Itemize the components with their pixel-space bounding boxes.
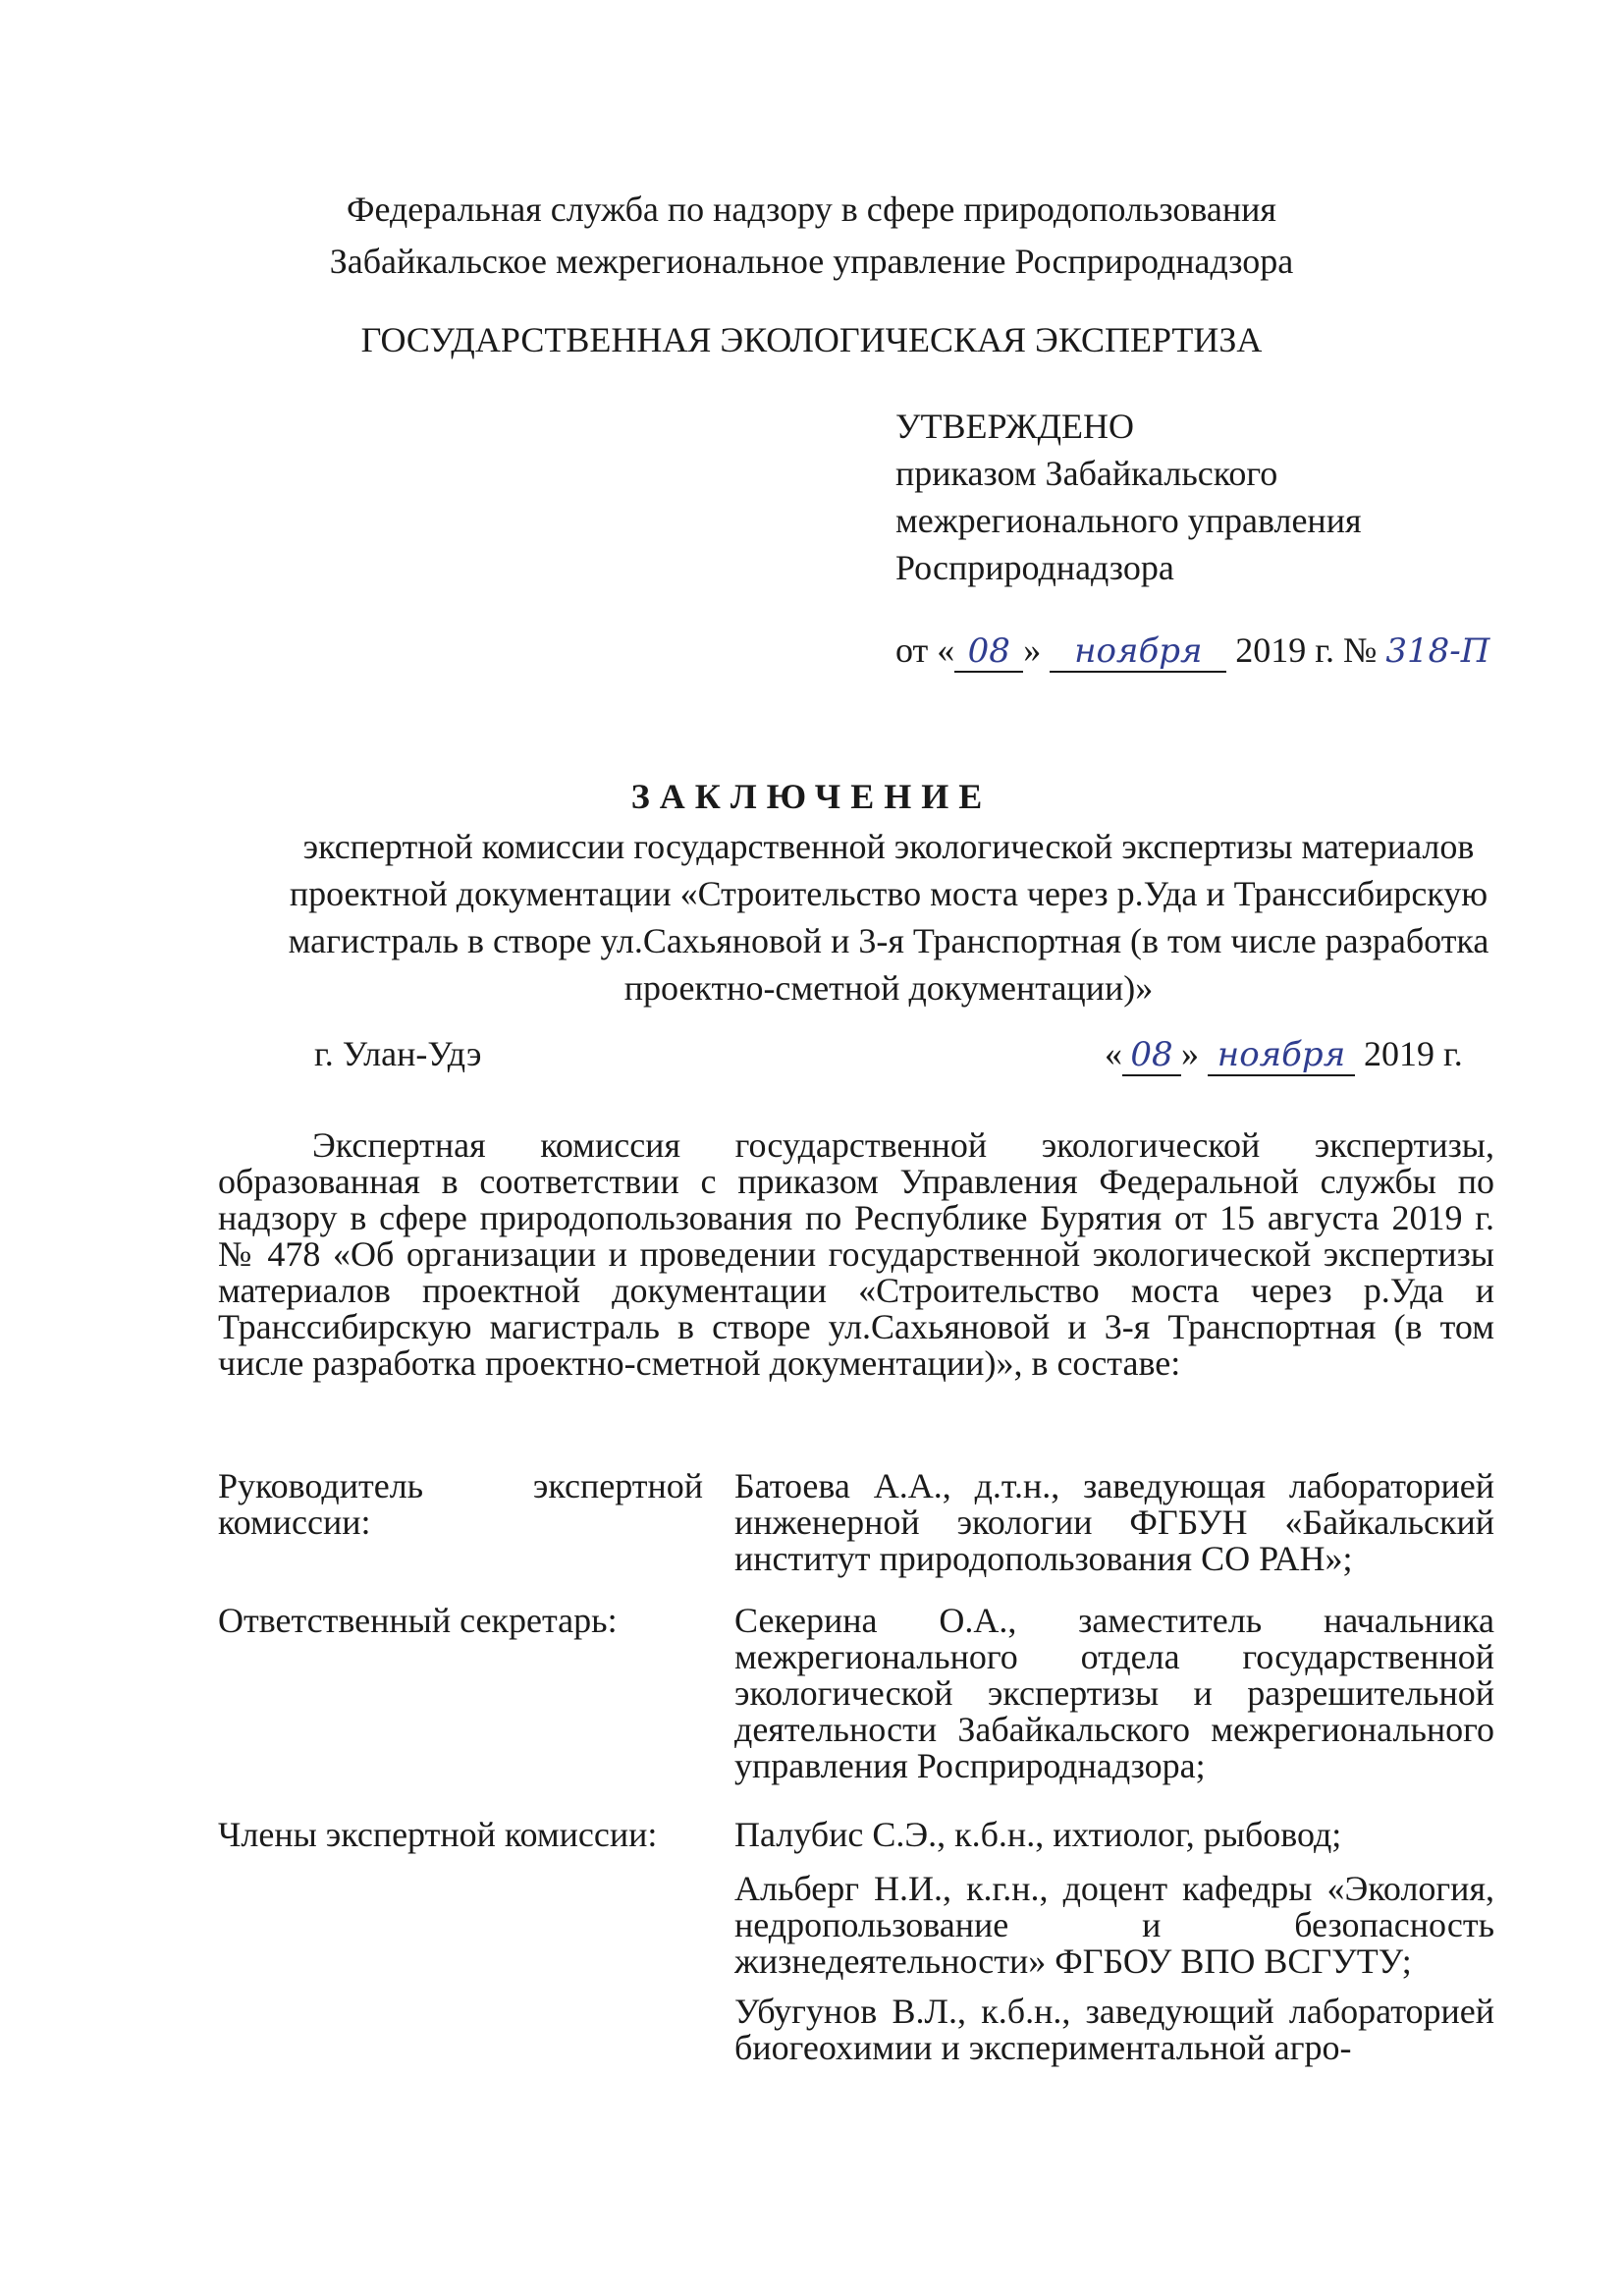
member-1: Палубис С.Э., к.б.н., ихтиолог, рыбовод;: [734, 1815, 1342, 1854]
secretary-value: Секерина О.А., заместитель начальника межрегионального отдела государственной экологической экспертизы и разрешительной деятельности Забайкальского межрегионального управления Росприроднадзора;: [734, 1601, 1494, 1785]
date-day-handwritten: 08: [1122, 1035, 1181, 1076]
member-3: Убугунов В.Л., к.б.н., заведующий лабораторией биогеохимии и экспериментальной агро-: [734, 1992, 1494, 2067]
approval-number-handwritten: 318-П: [1385, 631, 1490, 671]
date-month-handwritten: ноября: [1208, 1035, 1355, 1076]
secretary-label: Ответственный секретарь:: [218, 1601, 618, 1640]
approval-year: 2019 г. №: [1226, 630, 1378, 670]
conclusion-subtitle: экспертной комиссии государственной экологической экспертизы материалов проектной документации «Строительство моста через р.Уда и Транссибирскую магистраль в створе ул.Сахьяновой и 3-я Транспортная (в том числе разработка проектно-сметной документации)»: [288, 827, 1489, 1008]
approval-block: [895, 403, 1362, 591]
approval-month-handwritten: ноября: [1050, 631, 1226, 673]
head-label-line-2: комиссии:: [218, 1503, 371, 1542]
header-department: Забайкальское межрегиональное управление Росприроднадзора: [329, 242, 1294, 281]
approval-order-line: [895, 627, 1489, 675]
approval-quote-close: »: [1023, 630, 1042, 670]
document-place: г. Улан-Удэ: [314, 1034, 482, 1073]
document-date: [1105, 1033, 1463, 1076]
approval-title: УТВЕРЖДЕНО: [895, 407, 1135, 446]
header-agency: Федеральная служба по надзору в сфере природопользования: [347, 190, 1276, 229]
head-label-line-1: Руководитель экспертной: [218, 1466, 703, 1505]
members-label: Члены экспертной комиссии:: [218, 1815, 658, 1854]
conclusion-title: ЗАКЛЮЧЕНИЕ: [630, 777, 993, 816]
intro-paragraph: Экспертная комиссия государственной экологической экспертизы, образованная в соответствии с приказом Управления Федеральной службы по надзору в сфере природопользования по Республике Бурятия от 15 августа 2019 г. № 478 «Об организации и проведении государственной экологической экспертизы материалов проектной документации «Строительство моста через р.Уда и Транссибирскую магистраль в створе ул.Сахьяновой и 3-я Транспортная (в том числе разработка проектно-сметной документации)», в составе:: [218, 1125, 1494, 1383]
approval-day-handwritten: 08: [954, 631, 1023, 673]
header-expertise: ГОСУДАРСТВЕННАЯ ЭКОЛОГИЧЕСКАЯ ЭКСПЕРТИЗА: [360, 320, 1263, 359]
date-quote-open: «: [1105, 1034, 1122, 1073]
approval-line-1: приказом Забайкальского: [895, 454, 1278, 493]
date-year: 2019 г.: [1355, 1034, 1463, 1073]
head-value: Батоева А.А., д.т.н., заведующая лабораторией инженерной экологии ФГБУН «Байкальский институт природопользования СО РАН»;: [734, 1466, 1494, 1578]
approval-from: от «: [895, 630, 955, 670]
approval-line-3: Росприроднадзора: [895, 548, 1174, 587]
member-2: Альберг Н.И., к.г.н., доцент кафедры «Экология, недропользование и безопасность жизнедеятельности» ФГБОУ ВПО ВСГУТУ;: [734, 1869, 1494, 1981]
date-quote-close: »: [1181, 1034, 1199, 1073]
approval-line-2: межрегионального управления: [895, 501, 1362, 540]
